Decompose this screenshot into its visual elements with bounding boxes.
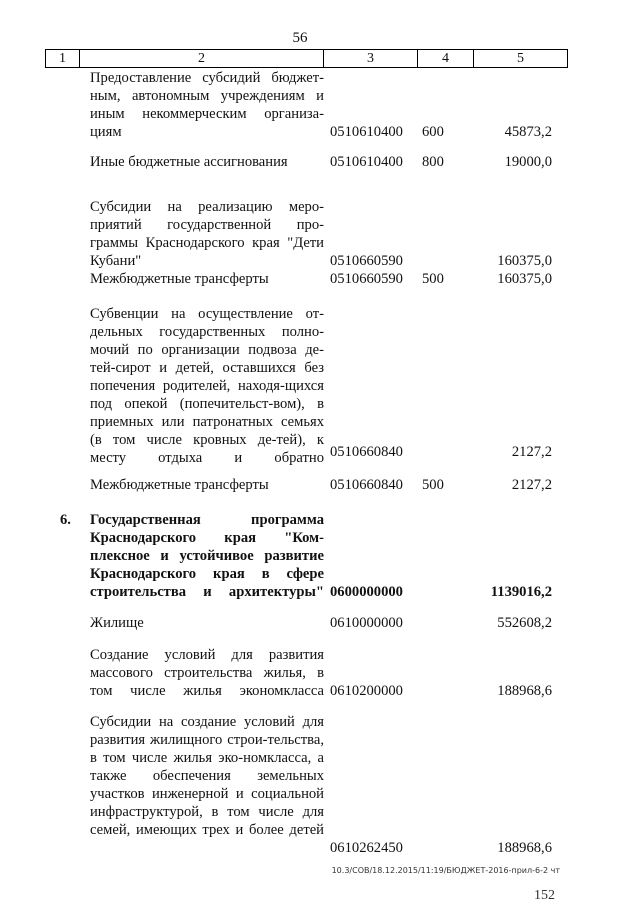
corner-page-number: 152 (534, 888, 555, 903)
row-code: 0510660590 (330, 253, 403, 269)
row-code: 0510610400 (330, 154, 403, 170)
row-vr: 600 (422, 124, 444, 140)
row-code: 0510610400 (330, 124, 403, 140)
row-code: 0600000000 (330, 584, 403, 600)
row-sum: 552608,2 (497, 615, 552, 631)
row-sum: 188968,6 (497, 683, 552, 699)
row-name: Субсидии на создание условий для развития жилищного строи-тельства, в том числе жилья эко-номкласса, а также обеспечения земельных участков инженерной и социальной инфраструктурой, в том числе для семей, имеющих трех и более детей (90, 714, 324, 838)
row-sum: 188968,6 (497, 840, 552, 856)
column-header-1: 1 (46, 50, 80, 68)
row-sum: 160375,0 (497, 253, 552, 269)
column-header-table (45, 49, 568, 68)
row-sum: 160375,0 (497, 271, 552, 287)
row-code: 0510660590 (330, 271, 403, 287)
row-name: Государственная программа Краснодарского края "Ком-плексное и устойчивое развитие Краснодарского края в сфере строительства и архитектуры" (90, 512, 324, 600)
page-number: 56 (292, 30, 308, 46)
column-header-5: 5 (474, 50, 568, 68)
column-header-4: 4 (418, 50, 474, 68)
row-vr: 500 (422, 477, 444, 493)
row-name: Предоставление субсидий бюджет-ным, автономным учреждениям и иным некоммерческим организа-циям (90, 70, 324, 140)
row-number: 6. (60, 512, 71, 528)
row-sum: 2127,2 (511, 477, 552, 493)
row-vr: 800 (422, 154, 444, 170)
column-header-row (46, 50, 568, 68)
row-sum: 45873,2 (504, 124, 552, 140)
row-code: 0510660840 (330, 477, 403, 493)
row-code: 0510660840 (330, 444, 403, 460)
row-vr: 500 (422, 271, 444, 287)
row-code: 0610000000 (330, 615, 403, 631)
row-name: Межбюджетные трансферты (90, 477, 269, 493)
row-name: Иные бюджетные ассигнования (90, 154, 288, 170)
footer-stamp: 10.3/СОВ/18.12.2015/11:19/БЮДЖЕТ-2016-прил-6-2 чт (331, 866, 560, 875)
row-code: 0610262450 (330, 840, 403, 856)
column-header-2: 2 (80, 50, 324, 68)
row-name: Субсидии на реализацию меро-приятий государственной про-граммы Краснодарского края "Дети Кубани" (90, 199, 324, 269)
row-name: Субвенции на осуществление от-дельных государственных полно-мочий по организации подвоза де-тей-сирот и детей, оставшихся без попечения родителей, находя-щихся под опекой (попечительст-вом), в приемных или патронатных семьях (в том числе кровных де-тей), к месту отдыха и обратно (90, 306, 324, 466)
column-header-3: 3 (324, 50, 418, 68)
row-code: 0610200000 (330, 683, 403, 699)
row-name: Жилище (90, 615, 144, 631)
row-name: Создание условий для развития массового строительства жилья, в том числе жилья экономкласса (90, 647, 324, 699)
row-sum: 19000,0 (504, 154, 552, 170)
row-sum: 1139016,2 (490, 584, 552, 600)
row-name: Межбюджетные трансферты (90, 271, 269, 287)
row-sum: 2127,2 (511, 444, 552, 460)
